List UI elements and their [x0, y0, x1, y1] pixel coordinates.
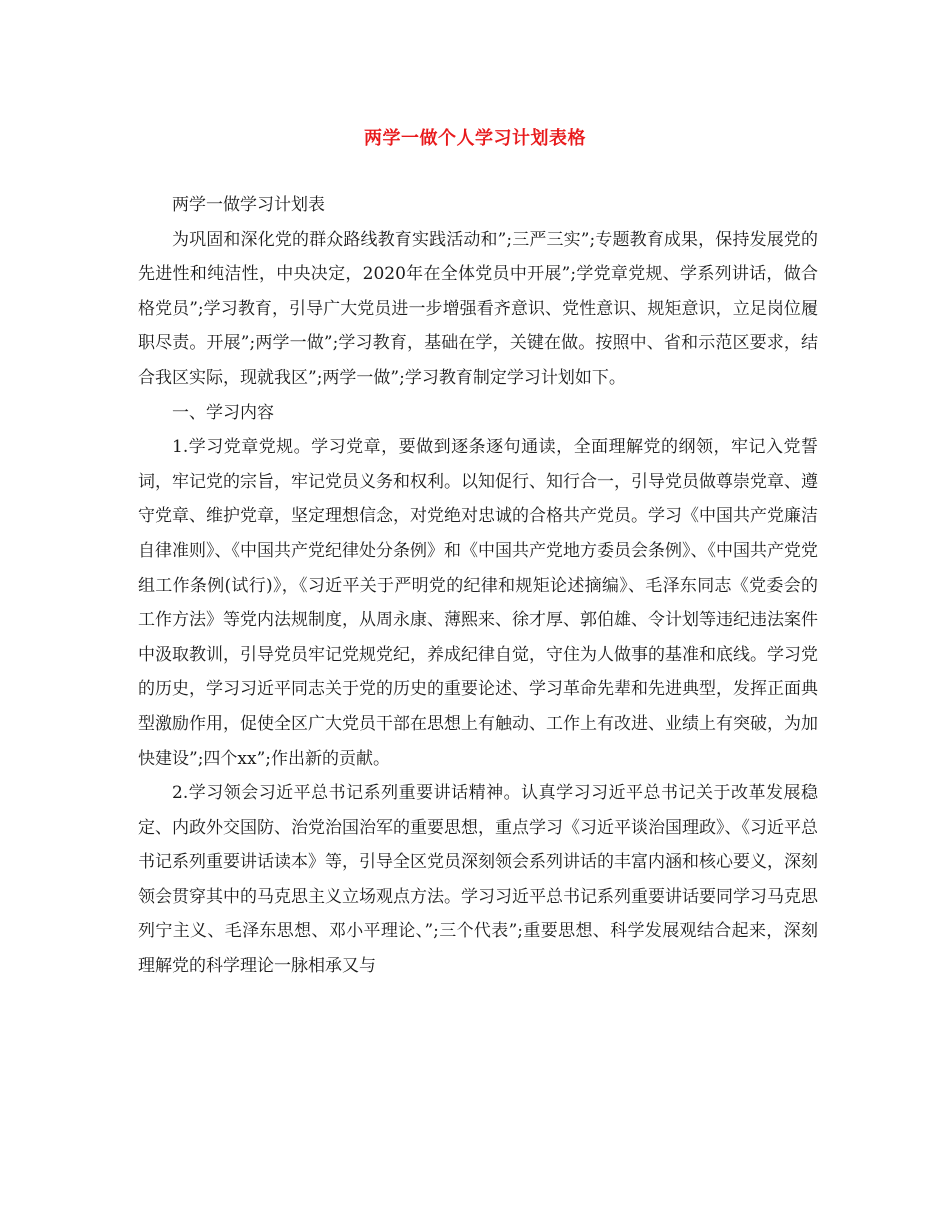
- document-body: [138, 188, 818, 984]
- section-heading-study-content: 一、学习内容: [172, 402, 274, 423]
- document-title: 两学一做个人学习计划表格: [364, 128, 586, 149]
- paragraph-item-1: 1.学习党章党规。学习党章，要做到逐条逐句通读，全面理解党的纲领，牢记入党誓词，牢记党的宗旨，牢记党员义务和权利。以知促行、知行合一，引导党员做尊崇党章、遵守党章、维护党章，坚定理想信念，对党绝对忠诚的合格共产党员。学习《中国共产党廉洁自律准则》、《中国共产党纪律处分条例》和《中国共产党地方委员会条例》、《中国共产党党组工作条例(试行)》，《习近平关于严明党的纪律和规矩论述摘编》、毛泽东同志《党委会的工作方法》等党内法规制度，从周永康、薄熙来、徐才厚、郭伯雄、令计划等违纪违法案件中汲取教训，引导党员牢记党规党纪，养成纪律自觉，守住为人做事的基准和底线。学习党的历史，学习习近平同志关于党的历史的重要论述、学习革命先辈和先进典型，发挥正面典型激励作用，促使全区广大党员干部在思想上有触动、工作上有改进、业绩上有突破，为加快建设”;四个xx”;作出新的贡献。: [138, 437, 818, 769]
- paragraph-subtitle: 两学一做学习计划表: [172, 195, 325, 215]
- paragraph-item-2: 2.学习领会习近平总书记系列重要讲话精神。认真学习习近平总书记关于改革发展稳定、内政外交国防、治党治国治军的重要思想，重点学习《习近平谈治国理政》、《习近平总书记系列重要讲话读本》等，引导全区党员深刻领会系列讲话的丰富内涵和核心要义，深刻领会贯穿其中的马克思主义立场观点方法。学习习近平总书记系列重要讲话要同学习马克思列宁主义、毛泽东思想、邓小平理论、”;三个代表”;重要思想、科学发展观结合起来，深刻理解党的科学理论一脉相承又与: [138, 783, 818, 977]
- paragraph-intro: 为巩固和深化党的群众路线教育实践活动和”;三严三实”;专题教育成果，保持发展党的先进性和纯洁性，中央决定，2020年在全体党员中开展”;学党章党规、学系列讲话，做合格党员”;学习教育，引导广大党员进一步增强看齐意识、党性意识、规矩意识，立足岗位履职尽责。开展”;两学一做”;学习教育，基础在学，关键在做。按照中、省和示范区要求，结合我区实际，现就我区”;两学一做”;学习教育制定学习计划如下。: [138, 229, 818, 388]
